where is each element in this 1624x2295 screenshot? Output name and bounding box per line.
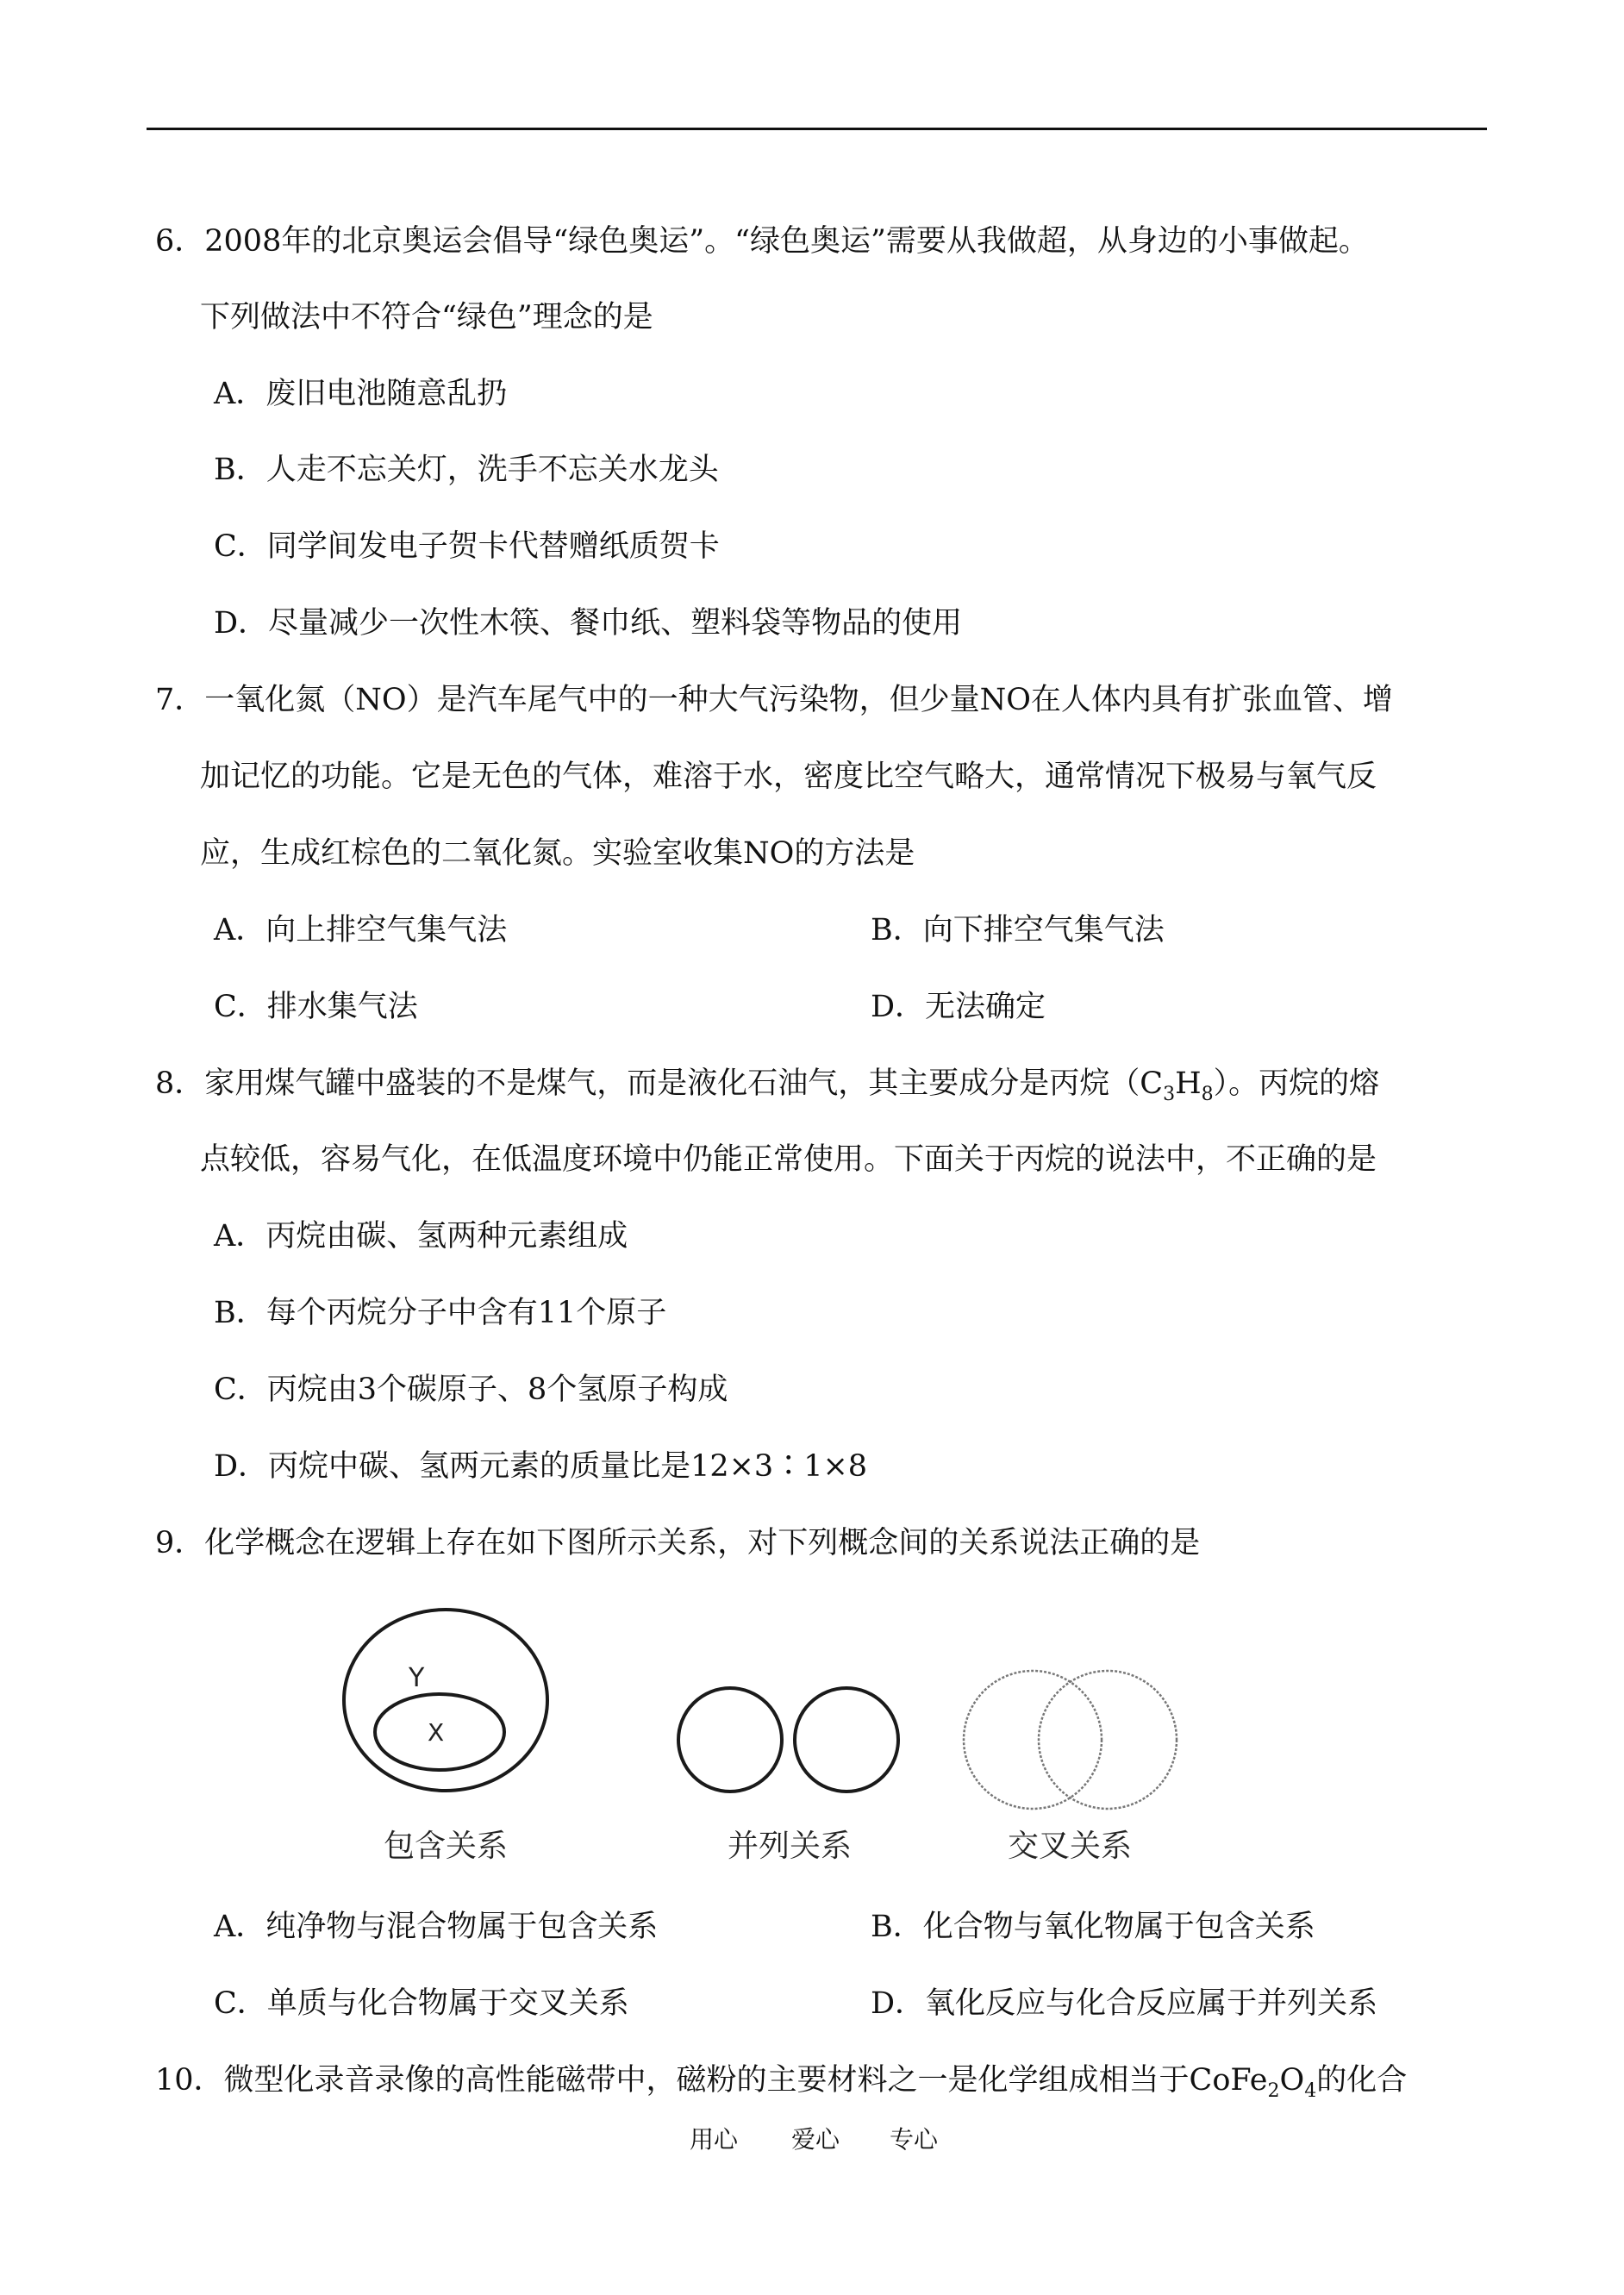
set-relations-diagram [336, 1599, 1310, 1884]
intersection-circle-right [1039, 1671, 1177, 1809]
q10-stem-text-b: O [1279, 2063, 1305, 2098]
q8-option-d: D．丙烷中碳、氢两元素的质量比是12×3∶1×8 [214, 1449, 868, 1484]
q8-option-b: B．每个丙烷分子中含有11个原子 [214, 1296, 667, 1330]
q6-option-a: A．废旧电池随意乱扔 [214, 377, 508, 411]
parallel-circle-right [795, 1688, 898, 1792]
q8-stem-line1 [155, 1063, 1379, 1104]
q8-stem-text-c: ）。丙烷的熔 [1213, 1066, 1380, 1101]
q10-subscript-2: 2 [1267, 2080, 1280, 2102]
q10-subscript-4: 4 [1304, 2080, 1317, 2102]
q7-option-d: D．无法确定 [871, 990, 1046, 1024]
caption-intersection: 交叉关系 [1007, 1829, 1133, 1864]
footer-text-3: 专心 [890, 2125, 939, 2154]
q8-option-a: A．丙烷由碳、氢两种元素组成 [214, 1219, 628, 1254]
q6-option-b: B．人走不忘关灯，洗手不忘关水龙头 [214, 453, 719, 487]
q9-option-d: D．氧化反应与化合反应属于并列关系 [871, 1986, 1378, 2021]
outer-circle-y [344, 1610, 547, 1791]
q8-option-c: C．丙烷由3个碳原子、8个氢原子构成 [214, 1373, 728, 1407]
intersection-figure [964, 1671, 1177, 1864]
q7-stem-line3: 应，生成红棕色的二氧化氮。实验室收集NO的方法是 [200, 836, 915, 871]
q9-option-c: C．单质与化合物属于交叉关系 [214, 1986, 629, 2021]
footer-text-1: 用心 [690, 2125, 739, 2154]
label-x: X [428, 1718, 445, 1747]
parallel-circle-left [678, 1688, 782, 1792]
q10-stem-line1 [155, 2060, 1407, 2101]
q9-stem: 9．化学概念在逻辑上存在如下图所示关系，对下列概念间的关系说法正确的是 [155, 1526, 1201, 1560]
containment-figure [344, 1610, 547, 1864]
q10-stem-text-c: 的化合 [1316, 2063, 1408, 2098]
q9-option-b: B．化合物与氧化物属于包含关系 [871, 1910, 1315, 1944]
q8-stem-text-a: 8．家用煤气罐中盛装的不是煤气，而是液化石油气，其主要成分是丙烷（C [155, 1066, 1164, 1101]
caption-containment: 包含关系 [383, 1829, 509, 1864]
q6-option-c: C．同学间发电子贺卡代替赠纸质贺卡 [214, 529, 720, 564]
q7-option-a: A．向上排空气集气法 [214, 913, 508, 947]
header-rule [147, 128, 1487, 130]
q7-stem-line1: 7．一氧化氮（NO）是汽车尾气中的一种大气污染物，但少量NO在人体内具有扩张血管、增 [155, 683, 1393, 717]
q7-stem-line2: 加记忆的功能。它是无色的气体，难溶于水，密度比空气略大，通常情况下极易与氧气反 [200, 760, 1377, 794]
q6-option-d: D．尽量减少一次性木筷、餐巾纸、塑料袋等物品的使用 [214, 606, 963, 641]
intersection-circle-left [964, 1671, 1102, 1809]
q9-option-a: A．纯净物与混合物属于包含关系 [214, 1910, 659, 1944]
label-y: Y [409, 1663, 425, 1693]
q6-stem-line2: 下列做法中不符合“绿色”理念的是 [200, 300, 653, 335]
parallel-figure [678, 1688, 898, 1864]
q8-stem-text-b: H [1175, 1066, 1202, 1101]
q8-subscript-8: 8 [1201, 1084, 1214, 1105]
q6-stem-line1: 6．2008年的北京奥运会倡导“绿色奥运”。“绿色奥运”需要从我做超，从身边的小事做起。 [155, 224, 1369, 259]
q8-subscript-3: 3 [1163, 1084, 1176, 1105]
q7-option-c: C．排水集气法 [214, 990, 418, 1024]
footer-text-2: 爱心 [791, 2125, 840, 2154]
q7-option-b: B．向下排空气集气法 [871, 913, 1165, 947]
q10-stem-text-a: 10．微型化录音录像的高性能磁带中，磁粉的主要材料之一是化学组成相当于CoFe [155, 2063, 1268, 2098]
caption-parallel: 并列关系 [727, 1829, 853, 1864]
q8-stem-line2: 点较低，容易气化，在低温度环境中仍能正常使用。下面关于丙烷的说法中，不正确的是 [200, 1142, 1377, 1177]
